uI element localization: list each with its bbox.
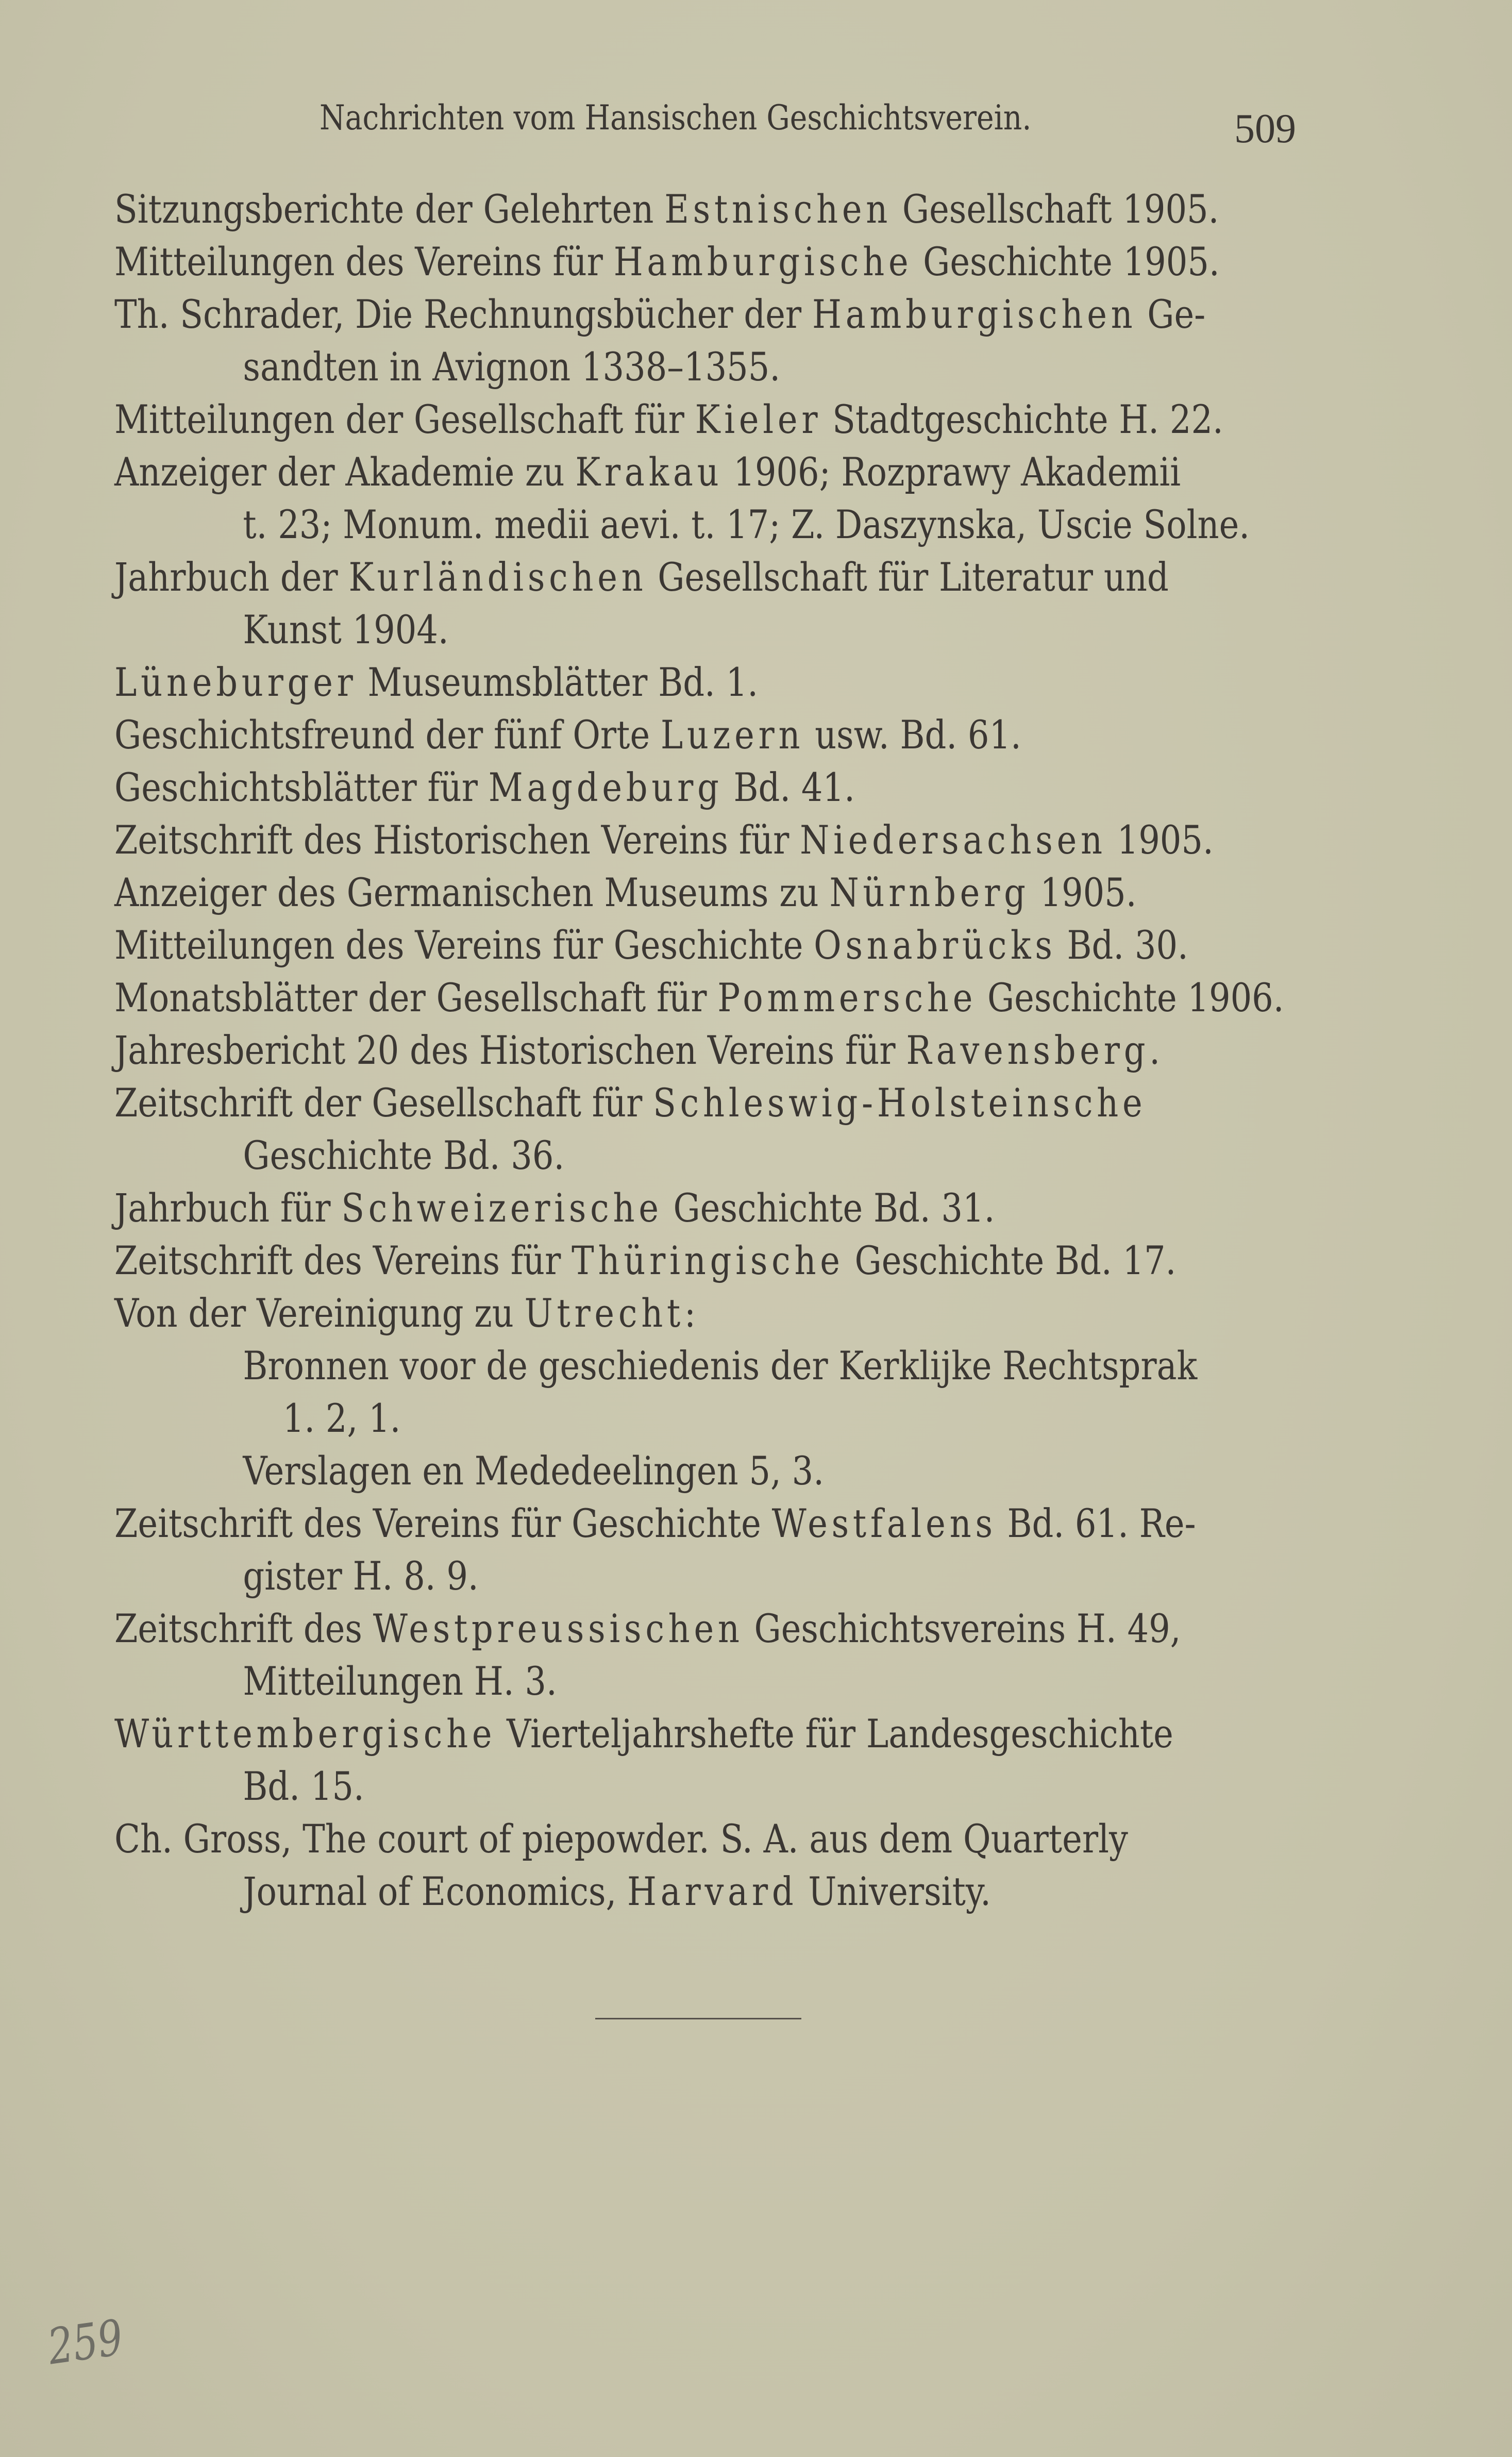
entry-line: [114, 1497, 1196, 1550]
publication-list: [114, 183, 1300, 1918]
entry-text: 1905.: [1106, 817, 1214, 863]
spaced-place-name: Westpreussischen: [373, 1606, 744, 1651]
entry-line: [114, 393, 1223, 446]
entry-line: [114, 656, 1134, 709]
entry-text: Jahresbericht 20 des Historischen Vereins für: [114, 1027, 906, 1073]
entry-text: Geschichte Bd. 17.: [844, 1238, 1177, 1283]
spaced-place-name: Kieler: [695, 396, 822, 442]
list-entry: [114, 656, 1300, 709]
entry-text: Gesellschaft 1905.: [892, 186, 1219, 232]
entry-line: [114, 866, 1137, 919]
entry-line: [114, 814, 1214, 866]
entry-text: Geschichte Bd. 36.: [243, 1132, 565, 1178]
entry-text: 1906; Rozprawy Akademii: [723, 449, 1181, 495]
entry-text: Gesellschaft für Literatur und: [647, 554, 1169, 600]
list-entry: [114, 866, 1300, 919]
entry-text: 1. 2, 1.: [282, 1395, 401, 1441]
entry-line: [114, 761, 1134, 814]
entry-text: Verslagen en Mededeelingen 5, 3.: [243, 1448, 824, 1494]
list-entry: [114, 551, 1300, 656]
entry-line: [114, 1602, 1181, 1655]
list-entry: [114, 1182, 1300, 1234]
entry-text: Geschichtsfreund der fünf Orte: [114, 712, 661, 758]
spaced-place-name: Lüneburger: [114, 659, 357, 705]
entry-text: Vierteljahrshefte für Landesgeschichte: [496, 1711, 1173, 1757]
entry-text: Bd. 30.: [1056, 922, 1188, 968]
entry-text: Museumsblätter Bd. 1.: [357, 659, 758, 705]
entry-continuation-line: [114, 1550, 1134, 1602]
entry-continuation-line: [114, 1865, 1134, 1918]
list-entry: [114, 814, 1300, 866]
list-entry: [114, 1287, 1300, 1340]
list-entry: [114, 972, 1300, 1024]
spaced-place-name: Ravensberg: [906, 1027, 1150, 1073]
spaced-place-name: Harvard: [627, 1868, 798, 1914]
list-entry: [114, 1813, 1300, 1918]
entry-text: Zeitschrift der Gesellschaft für: [114, 1080, 653, 1126]
entry-text: Kunst 1904.: [243, 607, 449, 653]
list-entry: [114, 1708, 1300, 1813]
closing-rule: [595, 2018, 801, 2019]
entry-line: [114, 1340, 1198, 1392]
entry-line: [114, 446, 1181, 498]
list-entry: [114, 1445, 1300, 1497]
entry-text: Stadtgeschichte H. 22.: [821, 396, 1223, 442]
spaced-place-name: Osnabrücks: [814, 922, 1056, 968]
entry-text: Geschichte 1905.: [912, 239, 1220, 285]
list-entry: [114, 288, 1300, 393]
entry-line: [114, 183, 1219, 236]
list-entry: [114, 1602, 1300, 1708]
list-entry: [114, 183, 1300, 236]
spaced-place-name: Luzern: [660, 712, 804, 758]
entry-line: [114, 972, 1284, 1024]
entry-text: Th. Schrader, Die Rechnungsbücher der: [114, 291, 812, 337]
entry-line: [114, 551, 1169, 604]
page-number: 509: [1234, 106, 1296, 152]
list-entry: [114, 919, 1300, 972]
list-entry: [114, 1340, 1300, 1445]
entry-text: :: [684, 1290, 696, 1336]
entry-continuation-line: [114, 498, 1250, 551]
entry-continuation-line: [114, 1392, 1134, 1445]
entry-text: Bd. 61. Re-: [996, 1500, 1196, 1546]
entry-text: t. 23; Monum. medii aevi. t. 17; Z. Daszynska, Uscie Solne.: [243, 502, 1250, 547]
entry-continuation-line: [114, 1129, 1134, 1182]
running-head: Nachrichten vom Hansischen Geschichtsverein.: [320, 98, 1032, 138]
entry-text: Jahrbuch der: [114, 554, 349, 600]
entry-text: Zeitschrift des Historischen Vereins für: [114, 817, 800, 863]
spaced-place-name: Estnischen: [664, 186, 892, 232]
entry-continuation-line: [114, 341, 1134, 393]
entry-text: Geschichtsblätter für: [114, 764, 489, 810]
entry-text: Von der Vereinigung zu: [114, 1290, 525, 1336]
entry-line: [114, 236, 1220, 288]
entry-text: Anzeiger der Akademie zu: [114, 449, 576, 495]
entry-text: Sitzungsberichte der Gelehrten: [114, 186, 665, 232]
entry-text: Bd. 41.: [723, 764, 855, 810]
entry-text: Jahrbuch für: [114, 1185, 342, 1231]
list-entry: [114, 393, 1300, 446]
spaced-place-name: Utrecht: [524, 1290, 685, 1336]
entry-text: Geschichtsvereins H. 49,: [743, 1606, 1181, 1651]
list-entry: [114, 761, 1300, 814]
entry-text: Journal of Economics,: [243, 1868, 628, 1914]
entry-line: [114, 1024, 1161, 1077]
spaced-place-name: Schleswig-Holsteinsche: [653, 1080, 1147, 1126]
list-entry: [114, 1497, 1300, 1602]
entry-text: Zeitschrift des: [114, 1606, 373, 1651]
list-entry: [114, 236, 1300, 288]
entry-text: Zeitschrift des Vereins für: [114, 1238, 572, 1283]
entry-continuation-line: [114, 1655, 1134, 1708]
entry-text: Mitteilungen des Vereins für Geschichte: [114, 922, 814, 968]
spaced-place-name: Schweizerische: [341, 1185, 663, 1231]
spaced-place-name: Hamburgischen: [812, 291, 1137, 337]
entry-line: [114, 1445, 1134, 1497]
spaced-place-name: Krakau: [575, 449, 723, 495]
entry-text: Geschichte 1906.: [977, 975, 1284, 1021]
entry-line: [114, 288, 1206, 341]
entry-text: Mitteilungen des Vereins für: [114, 239, 614, 285]
spaced-place-name: Kurländischen: [348, 554, 647, 600]
entry-text: University.: [797, 1868, 991, 1914]
list-entry: [114, 1024, 1300, 1077]
entry-text: Zeitschrift des Vereins für Geschichte: [114, 1500, 772, 1546]
entry-continuation-line: [114, 604, 1134, 656]
spaced-place-name: Württembergische: [114, 1711, 496, 1757]
entry-text: Ch. Gross, The court of piepowder. S. A. aus dem Quarterly: [114, 1816, 1128, 1862]
entry-text: usw. Bd. 61.: [804, 712, 1021, 758]
entry-line: [114, 1708, 1173, 1760]
list-entry: [114, 446, 1300, 551]
entry-line: [114, 709, 1134, 761]
entry-text: Bronnen voor de geschiedenis der Kerklijke Rechtsprak: [243, 1343, 1198, 1389]
spaced-place-name: Westfalens: [771, 1500, 997, 1546]
spaced-place-name: Niedersachsen: [800, 817, 1106, 863]
spaced-place-name: Hamburgische: [613, 239, 913, 285]
spaced-place-name: Magdeburg: [488, 764, 723, 810]
list-entry: [114, 1077, 1300, 1182]
entry-text: Monatsblätter der Gesellschaft für: [114, 975, 718, 1021]
entry-line: [114, 1813, 1134, 1865]
entry-text: .: [1149, 1027, 1161, 1073]
spaced-place-name: Nürnberg: [829, 870, 1030, 915]
spaced-place-name: Thüringische: [572, 1238, 844, 1283]
entry-text: 1905.: [1029, 870, 1137, 915]
entry-text: Mitteilungen H. 3.: [243, 1658, 557, 1704]
entry-text: Mitteilungen der Gesellschaft für: [114, 396, 695, 442]
entry-line: [114, 1077, 1147, 1129]
entry-line: [114, 1234, 1177, 1287]
entry-text: gister H. 8. 9.: [243, 1553, 479, 1599]
entry-line: [114, 1182, 1134, 1234]
spaced-place-name: Pommersche: [717, 975, 977, 1021]
list-entry: [114, 1234, 1300, 1287]
list-entry: [114, 709, 1300, 761]
entry-text: Anzeiger des Germanischen Museums zu: [114, 870, 830, 915]
entry-text: sandten in Avignon 1338–1355.: [243, 344, 781, 390]
entry-text: Bd. 15.: [243, 1763, 364, 1809]
entry-line: [114, 919, 1188, 972]
entry-continuation-line: [114, 1760, 1134, 1813]
entry-text: Ge-: [1136, 291, 1206, 337]
entry-line: [114, 1287, 1134, 1340]
entry-text: Geschichte Bd. 31.: [662, 1185, 995, 1231]
handwritten-annotation: 259: [44, 2309, 127, 2376]
